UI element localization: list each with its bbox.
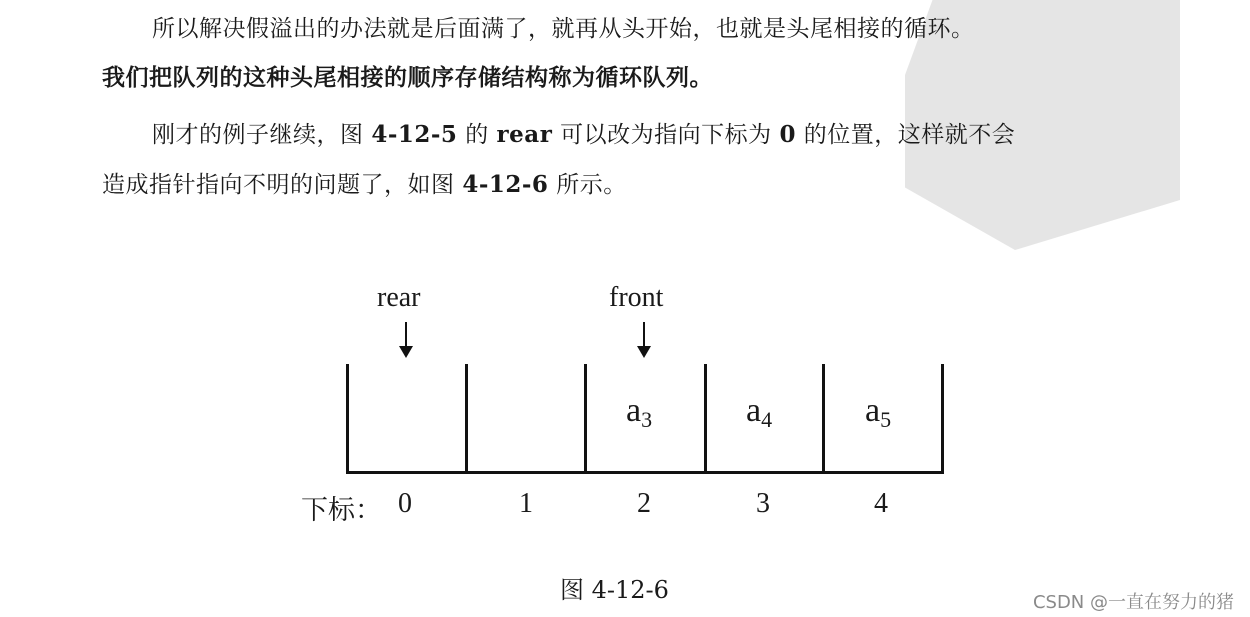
- index-2: 2: [637, 488, 651, 519]
- rear-arrow: [405, 322, 407, 348]
- cell-divider: [822, 364, 825, 474]
- source-watermark: CSDN @一直在努力的猪: [1032, 592, 1234, 613]
- cell-divider: [704, 364, 707, 474]
- paragraph-line-2-bold: 我们把队列的这种头尾相接的顺序存储结构称为循环队列。: [102, 64, 713, 91]
- index-0: 0: [398, 488, 412, 519]
- paragraph-line-3: 刚才的例子继续，图 4-12-5 的 rear 可以改为指向下标为 0 的位置，这样就不会: [152, 121, 1016, 148]
- paragraph-line-1: 所以解决假溢出的办法就是后面满了，就再从头开始，也就是头尾相接的循环。: [152, 16, 975, 42]
- paragraph-line-4: 造成指针指向不明的问题了，如图 4-12-6 所示。: [102, 171, 627, 198]
- queue-cell-2: $a_3$: [626, 392, 653, 432]
- figure-caption: 图 4-12-6: [560, 576, 669, 604]
- cell-divider: [941, 364, 944, 474]
- index-3: 3: [756, 488, 770, 519]
- index-4: 4: [874, 488, 888, 519]
- front-label: front: [609, 282, 664, 313]
- circular-queue-diagram: [280, 280, 980, 526]
- cell-divider: [346, 364, 349, 474]
- index-1: 1: [519, 488, 533, 519]
- queue-cell-4: $a_5$: [865, 392, 892, 432]
- queue-cell-3: $a_4$: [746, 392, 773, 432]
- index-label: 下标：: [301, 495, 382, 526]
- queue-baseline: [346, 471, 944, 474]
- rear-label: rear: [377, 282, 421, 313]
- cell-divider: [584, 364, 587, 474]
- cell-divider: [465, 364, 468, 474]
- front-arrow: [643, 322, 645, 348]
